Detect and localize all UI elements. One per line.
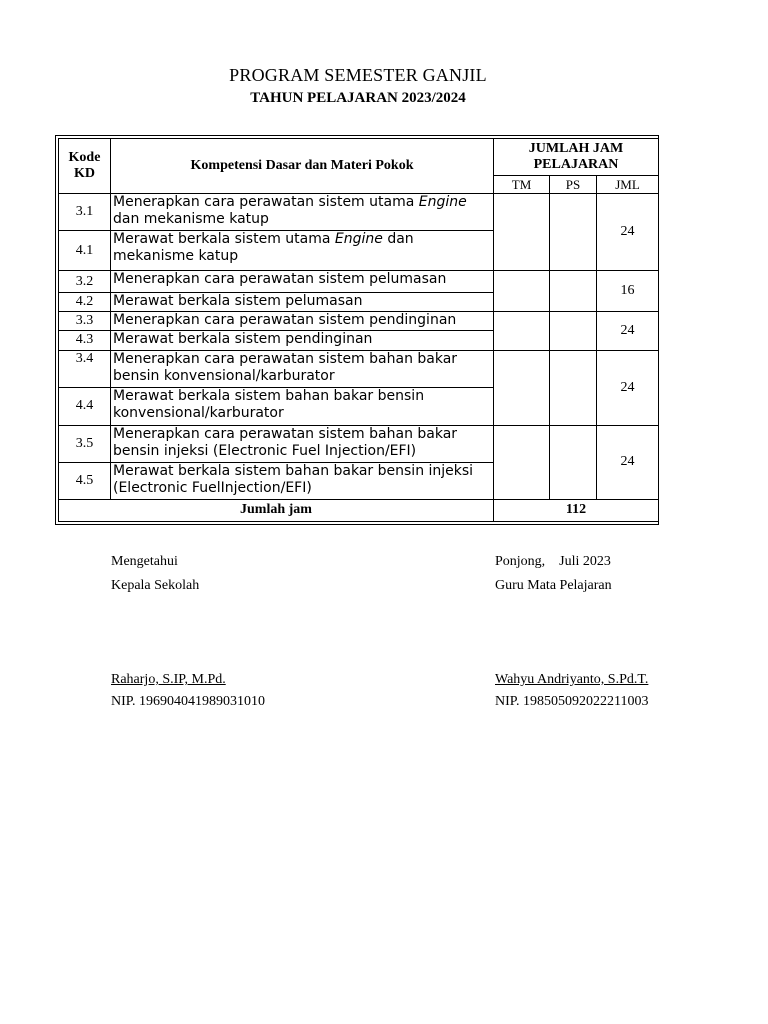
right-signer-nip: NIP. 198505092022211003 [495,694,649,709]
ps-cell [550,271,597,312]
jml-cell: 16 [597,271,659,312]
kode-kd-cell: 3.5 [59,425,111,462]
header-kode-kd: Kode KD [59,139,111,194]
left-sign-line1: Mengetahui [111,554,178,569]
kompetensi-cell: Merawat berkala sistem bahan bakar bensin konvensional/karburator [111,387,494,425]
kompetensi-cell: Menerapkan cara perawatan sistem bahan bakar bensin injeksi (Electronic Fuel Injection/EFI) [111,425,494,462]
header-kompetensi: Kompetensi Dasar dan Materi Pokok [111,139,494,194]
left-sign-line2: Kepala Sekolah [111,578,200,593]
kompetensi-cell: Merawat berkala sistem bahan bakar bensin injeksi (Electronic FuelInjection/EFI) [111,462,494,499]
jml-cell: 24 [597,194,659,271]
kompetensi-cell: Merawat berkala sistem utama Engine dan mekanisme katup [111,231,494,271]
tm-cell [494,350,550,425]
right-sign-line1: Ponjong, Juli 2023 [495,554,611,569]
ps-cell [550,350,597,425]
kode-kd-cell: 3.2 [59,271,111,293]
kode-kd-cell: 4.2 [59,293,111,312]
tm-cell [494,425,550,499]
total-label: Jumlah jam [59,499,494,521]
kode-kd-cell: 4.3 [59,331,111,350]
tm-cell [494,271,550,312]
kode-kd-cell: 4.5 [59,462,111,499]
kode-kd-cell: 3.3 [59,312,111,331]
jml-cell: 24 [597,350,659,425]
kompetensi-cell: Merawat berkala sistem pelumasan [111,293,494,312]
kompetensi-cell: Menerapkan cara perawatan sistem utama Engine dan mekanisme katup [111,194,494,231]
right-sign-line2: Guru Mata Pelajaran [495,578,612,593]
total-value: 112 [494,499,659,521]
document-subtitle: TAHUN PELAJARAN 2023/2024 [250,90,466,106]
ps-cell [550,312,597,350]
jml-cell: 24 [597,425,659,499]
left-signer-nip: NIP. 196904041989031010 [111,694,266,709]
kode-kd-cell: 3.1 [59,194,111,231]
tm-cell [494,312,550,350]
header-tm: TM [494,176,550,194]
tm-cell [494,194,550,271]
header-ps: PS [550,176,597,194]
kompetensi-cell: Menerapkan cara perawatan sistem bahan bakar bensin konvensional/karburator [111,350,494,387]
ps-cell [550,425,597,499]
ps-cell [550,194,597,271]
kompetensi-cell: Menerapkan cara perawatan sistem pelumasan [111,271,494,293]
kompetensi-cell: Merawat berkala sistem pendinginan [111,331,494,350]
jml-cell: 24 [597,312,659,350]
header-jml: JML [597,176,659,194]
program-semester-table [55,135,659,525]
kode-kd-cell: 3.4 [59,350,111,387]
right-signer-name: Wahyu Andriyanto, S.Pd.T. [495,672,649,687]
kompetensi-cell: Menerapkan cara perawatan sistem pendinginan [111,312,494,331]
document-title: PROGRAM SEMESTER GANJIL [229,65,487,85]
header-jumlah-jam: JUMLAH JAM PELAJARAN [494,139,659,176]
kode-kd-cell: 4.1 [59,231,111,271]
left-signer-name: Raharjo, S.IP, M.Pd. [111,672,226,687]
kode-kd-cell: 4.4 [59,387,111,425]
